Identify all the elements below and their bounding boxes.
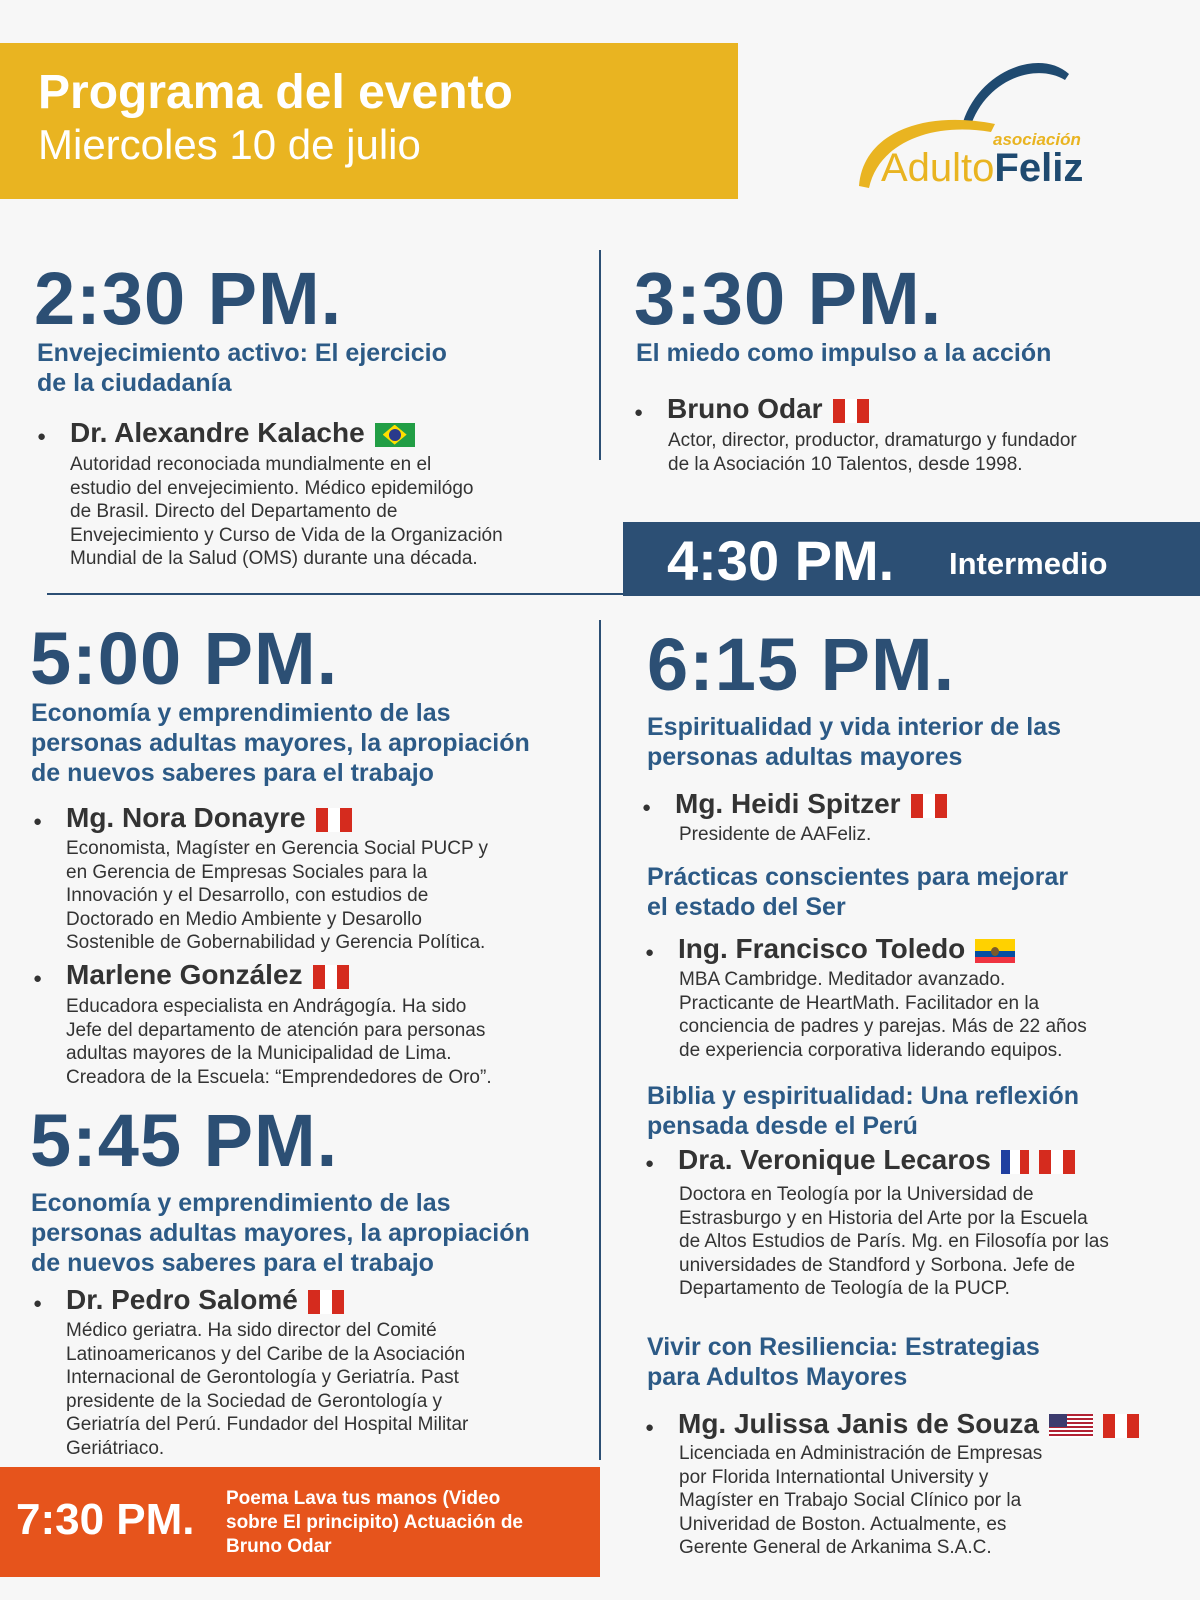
peru-flag-icon: [1103, 1414, 1139, 1438]
logo-name: AdultoFeliz: [881, 146, 1084, 190]
france-flag-icon: [1001, 1150, 1029, 1174]
desc-odar: Actor, director, productor, dramaturgo y fundador de la Asociación 10 Talentos, desde 1998.: [668, 430, 1077, 475]
peru-flag-icon: [911, 794, 947, 818]
speaker-kalache: ● Dr. Alexandre Kalache: [70, 417, 415, 449]
divider-bottom: [599, 620, 601, 1460]
topic-230: Envejecimiento activo: El ejercicio de la ciudadanía: [37, 339, 447, 397]
desc-gonzalez: Educadora especialista en Andrágogía. Ha sido Jefe del departamento de atención para personas adultas mayores de la Municipalidad de Lima. Creadora de la Escuela: “Emprendedores de Oro”.: [66, 996, 492, 1088]
usa-flag-icon: [1049, 1414, 1093, 1438]
time-430: 4:30 PM.: [667, 529, 895, 592]
desc-toledo: MBA Cambridge. Meditador avanzado. Practicante de HeartMath. Facilitador en la conciencia de padres y parejas. Más de 22 años de experiencia corporativa liderando equipos.: [679, 969, 1087, 1061]
header-banner: [0, 43, 738, 199]
desc-souza: Licenciada en Administración de Empresas por Florida Internationtal University y Magíster en Trabajo Social Clínico por la Univeridad de Boston. Actualmente, es Gerente General de Arkanima S.A.C.: [679, 1443, 1043, 1558]
peru-flag-icon: [833, 399, 869, 423]
page-title: Programa del evento: [38, 66, 513, 119]
topic-545: Economía y emprendimiento de las personas adultas mayores, la apropiación de nuevos saberes para el trabajo: [31, 1189, 530, 1277]
desc-salome: Médico geriatra. Ha sido director del Comité Latinoamericanos y del Caribe de la Asociación Internacional de Gerontología y Geriatría. Past presidente de la Sociedad de Gerontología y Geriatría del Perú. Fundador del Hospital Militar Geriátriaco.: [66, 1320, 469, 1459]
logo: [855, 50, 1095, 200]
peru-flag-icon: [316, 808, 352, 832]
closing-label: Poema Lava tus manos (Video sobre El principito) Actuación de Bruno Odar: [226, 1488, 523, 1557]
peru-flag-icon: [1039, 1150, 1075, 1174]
event-date: Miercoles 10 de julio: [38, 121, 421, 168]
ecuador-flag-icon: [975, 939, 1015, 963]
time-330: 3:30 PM.: [634, 257, 943, 340]
break-label: Intermedio: [949, 546, 1108, 581]
time-500: 5:00 PM.: [30, 617, 339, 700]
time-730: 7:30 PM.: [16, 1495, 195, 1544]
speaker-lecaros: ● Dra. Veronique Lecaros: [678, 1144, 1075, 1176]
desc-donayre: Economista, Magíster en Gerencia Social PUCP y en Gerencia de Empresas Sociales para la Innovación y el Desarrollo, con estudios de Doctorado en Medio Ambiente y Desarollo Sostenible de Gobernabilidad y Gerencia Política.: [66, 838, 489, 953]
topic-615-d: Vivir con Resiliencia: Estrategias para Adultos Mayores: [647, 1333, 1040, 1391]
speaker-toledo: ● Ing. Francisco Toledo: [678, 933, 1015, 965]
speaker-gonzalez: ● Marlene González: [66, 959, 349, 991]
logo-small-text: asociación: [993, 130, 1081, 149]
topic-330: El miedo como impulso a la acción: [636, 339, 1052, 367]
break-banner: [623, 522, 1200, 596]
divider-middle: [47, 593, 627, 595]
speaker-donayre: ● Mg. Nora Donayre: [66, 802, 352, 834]
topic-500: Economía y emprendimiento de las personas adultas mayores, la apropiación de nuevos saberes para el trabajo: [31, 699, 530, 787]
desc-lecaros: Doctora en Teología por la Universidad de Estrasburgo y en Historia del Arte por la Escuela de Altos Estudios de París. Mg. en Filosofía por las universidades de Standford y Sorbona. Jefe de Departamento de Teología de la PUCP.: [679, 1184, 1109, 1299]
time-615: 6:15 PM.: [647, 623, 956, 706]
desc-kalache: Autoridad reconociada mundialmente en el estudio del envejecimiento. Médico epidemilógo de Brasil. Directo del Departamento de Envejecimiento y Curso de Vida de la Organización Mundial de la Salud (OMS) durante una década.: [70, 454, 503, 569]
topic-615-b: Prácticas conscientes para mejorar el estado del Ser: [647, 863, 1069, 921]
divider-top: [599, 250, 601, 460]
brazil-flag-icon: [375, 423, 415, 447]
desc-spitzer: Presidente de AAFeliz.: [679, 824, 872, 845]
speaker-souza: ● Mg. Julissa Janis de Souza: [678, 1408, 1139, 1440]
speaker-spitzer: ● Mg. Heidi Spitzer: [675, 788, 947, 820]
topic-615-c: Biblia y espiritualidad: Una reflexión pensada desde el Perú: [647, 1082, 1080, 1140]
peru-flag-icon: [308, 1290, 344, 1314]
topic-615-a: Espiritualidad y vida interior de las personas adultas mayores: [647, 713, 1062, 771]
speaker-salome: ● Dr. Pedro Salomé: [66, 1284, 344, 1316]
time-545: 5:45 PM.: [30, 1099, 339, 1182]
peru-flag-icon: [313, 965, 349, 989]
speaker-odar: ● Bruno Odar: [667, 393, 869, 425]
time-230: 2:30 PM.: [34, 257, 343, 340]
closing-banner: [0, 1467, 600, 1577]
